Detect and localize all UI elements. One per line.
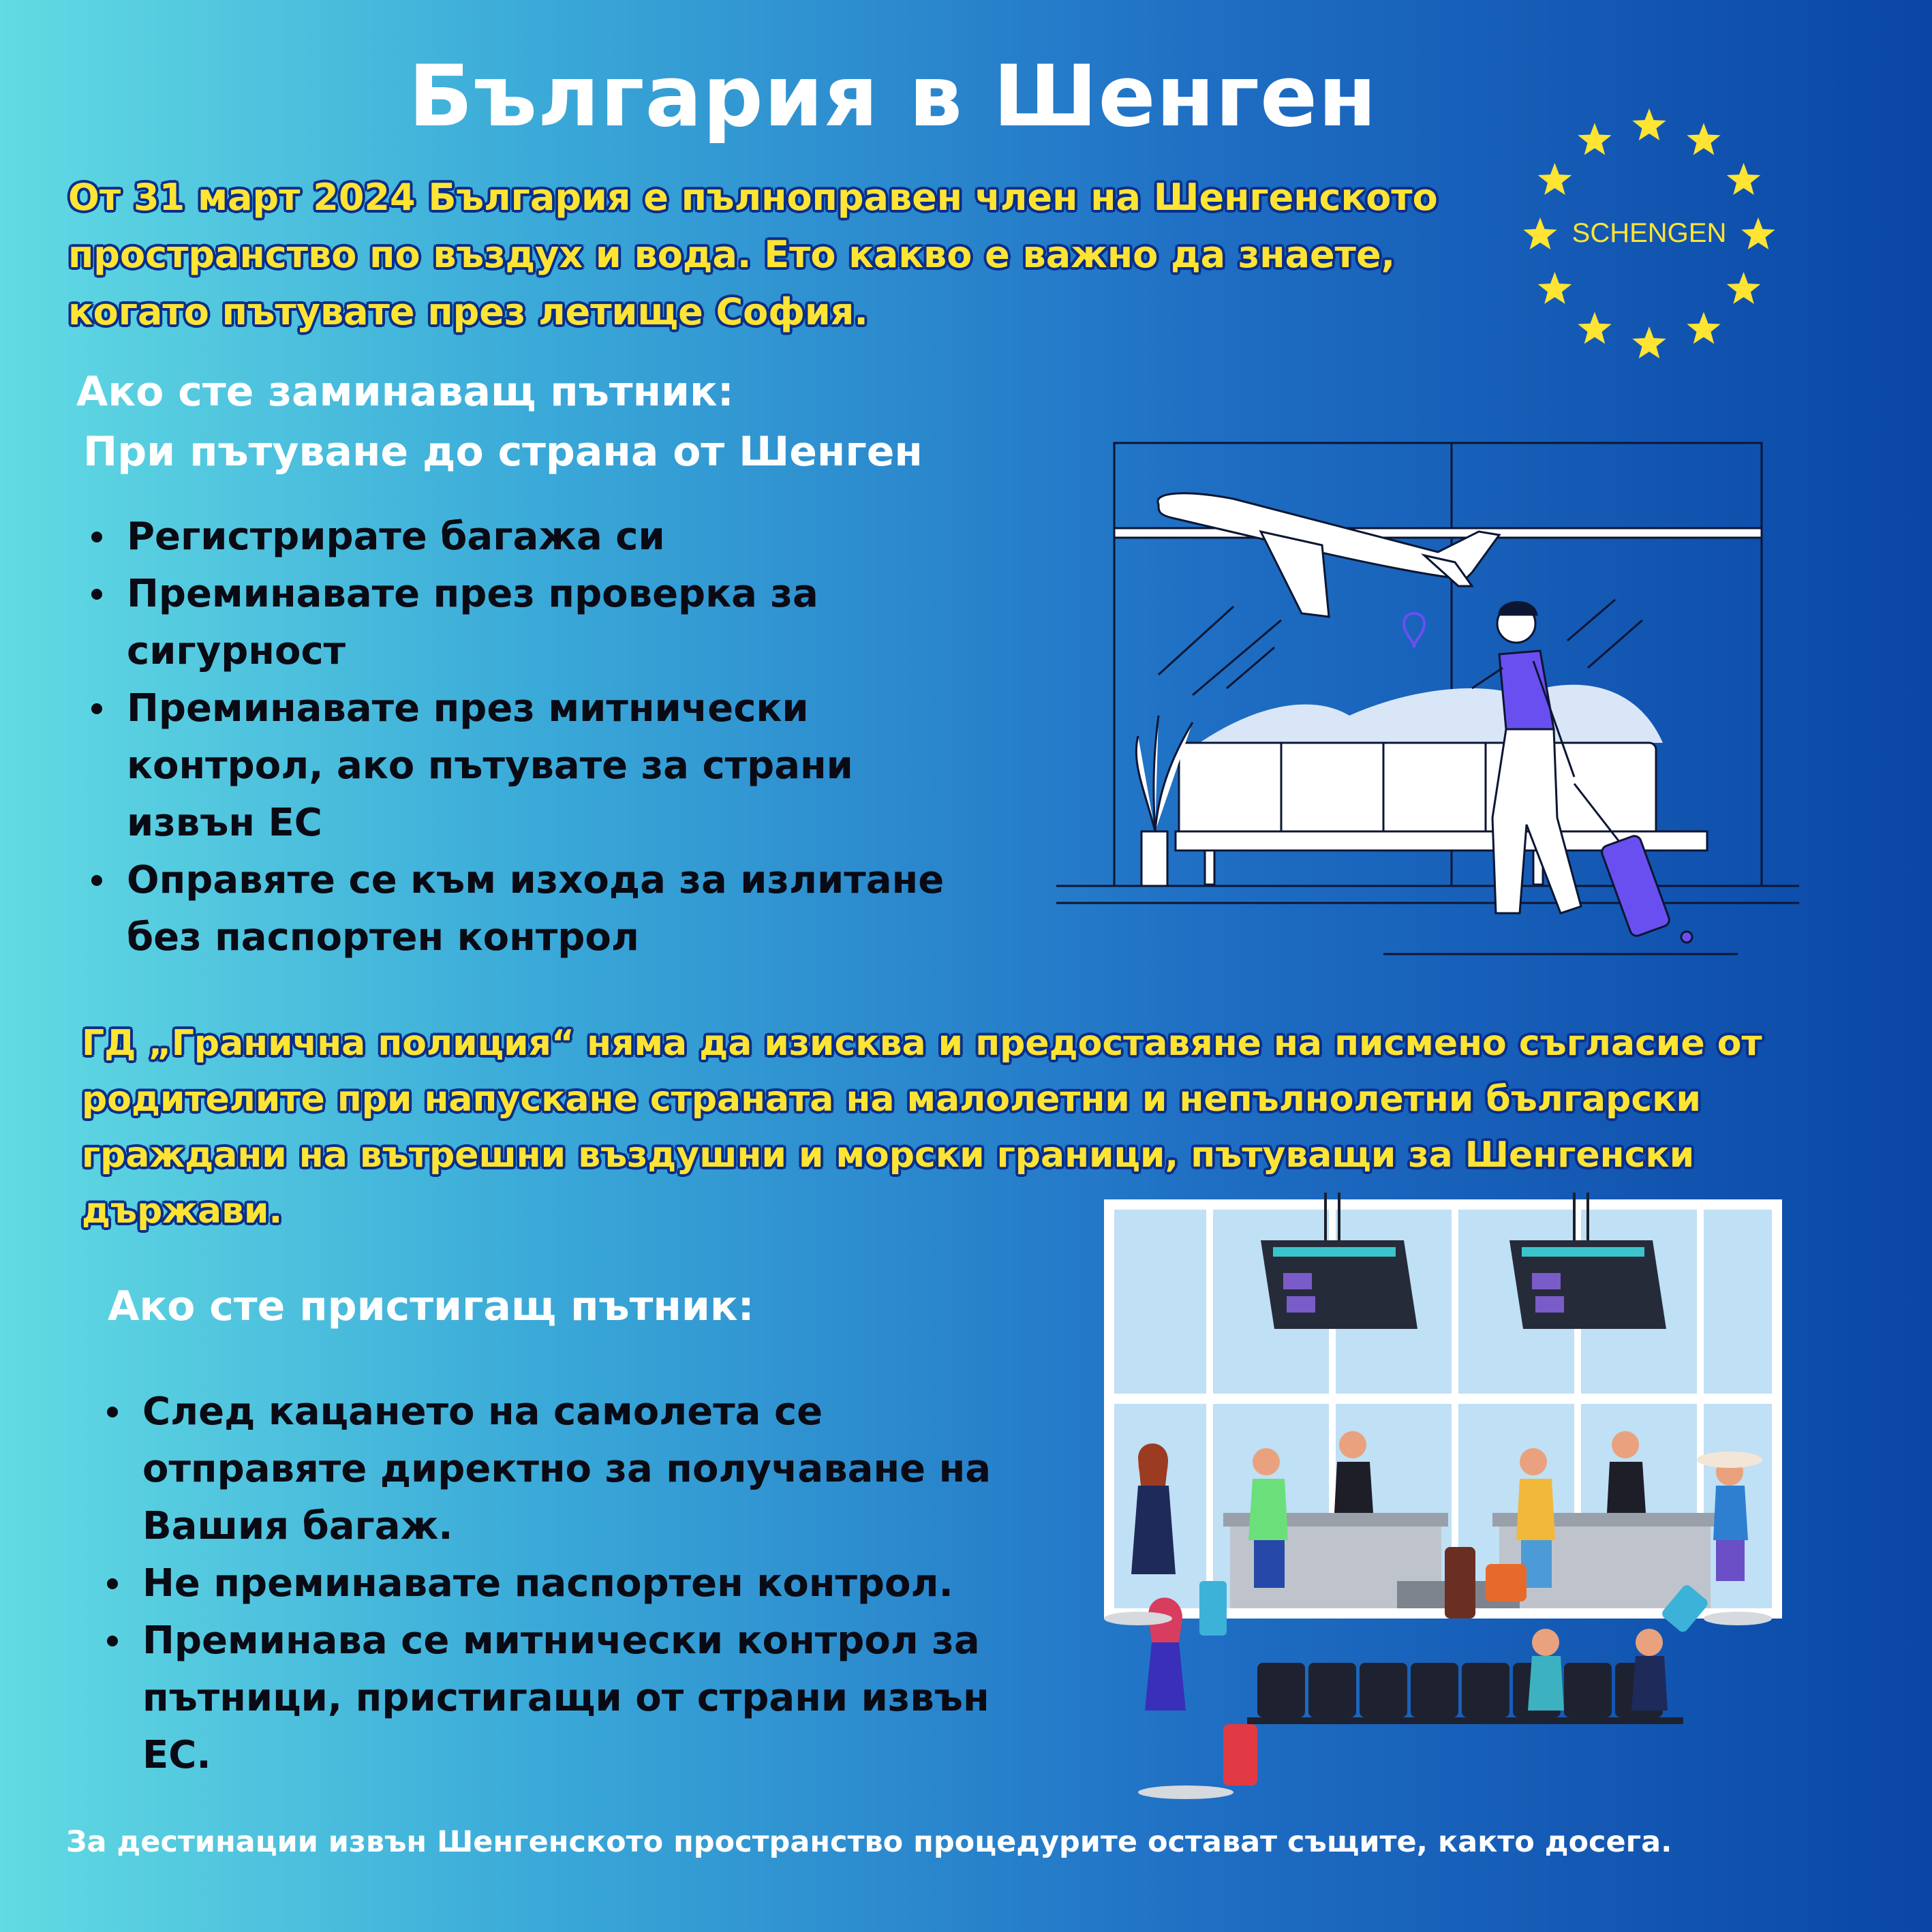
list-item: Оправяте се към изхода за излитане без паспортен контрол [83, 852, 983, 966]
star-icon [1632, 108, 1666, 140]
arrival-hall-illustration [1090, 1193, 1792, 1806]
list-item: Преминавате през митнически контрол, ако пътувате за страни извън ЕС [83, 680, 983, 852]
star-icon [1727, 272, 1761, 304]
schengen-label: SCHENGEN [1571, 218, 1727, 248]
list-item: Преминавате през проверка за сигурност [83, 566, 983, 680]
departure-traveler-illustration [1056, 436, 1813, 961]
list-item: След кацането на самолета се отправяте директно за получаване на Вашия багаж. [99, 1383, 1053, 1555]
departing-heading: Ако сте заминаващ пътник: [76, 368, 734, 416]
page-title: България в Шенген [408, 48, 1377, 146]
schengen-badge [1506, 95, 1792, 382]
star-icon [1538, 272, 1572, 304]
star-icon [1538, 163, 1572, 195]
departing-list [83, 508, 983, 966]
list-item: Регистрирате багажа си [83, 508, 983, 566]
arriving-list [99, 1383, 1053, 1784]
star-icon [1578, 312, 1611, 344]
list-item: Преминава се митнически контрол за пътници, пристигащи от страни извън ЕС. [99, 1612, 1053, 1784]
star-icon [1727, 163, 1761, 195]
parental-consent-notice: ГД „Гранична полиция“ няма да изисква и предоставяне на писмено съгласие от родителите при напускане страната на малолетни и непълнолетни български граждани на вътрешни въздушни и морски граници, пътуващи за Шенгенски държави. [82, 1023, 1762, 1231]
star-icon [1632, 326, 1666, 358]
star-icon [1687, 123, 1720, 155]
star-icon [1687, 312, 1720, 344]
departing-subheading: При пътуване до страна от Шенген [83, 428, 923, 476]
list-item: Не преминавате паспортен контрол. [99, 1555, 1053, 1612]
intro-text: От 31 март 2024 България е пълноправен член на Шенгенското пространство по въздух и вода. Ето какво е важно да знаете, когато пътувате през летище София. [68, 176, 1438, 333]
star-icon [1578, 123, 1611, 155]
arriving-heading: Ако сте пристигащ пътник: [108, 1283, 754, 1330]
footer-note: За дестинации извън Шенгенското пространство процедурите остават същите, както досега. [66, 1825, 1672, 1859]
